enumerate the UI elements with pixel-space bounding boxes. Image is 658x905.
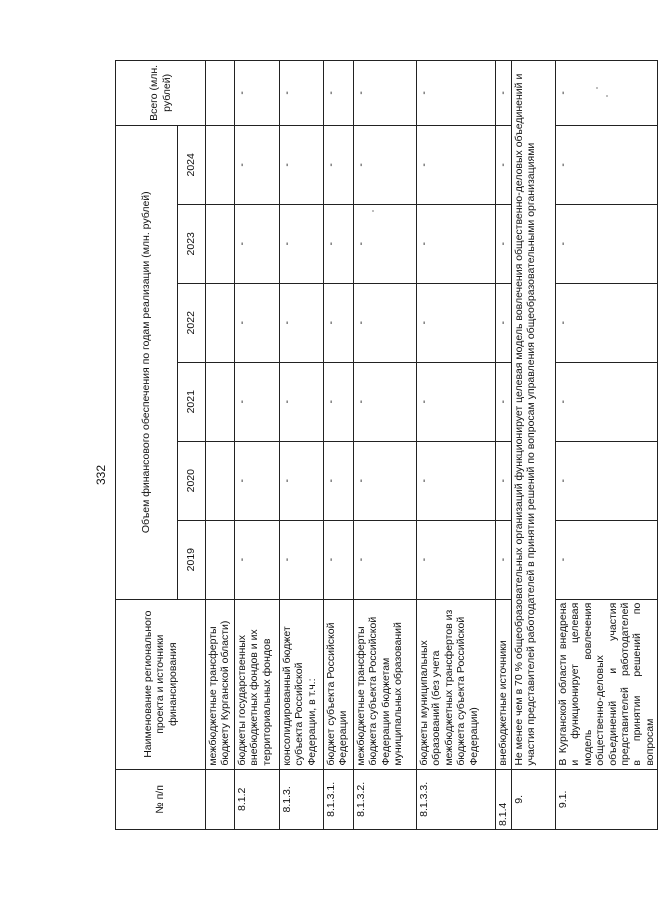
row-value: -	[354, 362, 417, 441]
row-value	[206, 204, 235, 283]
row-value: -	[324, 61, 354, 126]
row-value: -	[354, 61, 417, 126]
row-value: -	[417, 441, 496, 520]
row-value: -	[280, 204, 324, 283]
row-value: -	[496, 204, 512, 283]
row-value: -	[280, 362, 324, 441]
header-year: 2022	[178, 283, 206, 362]
row-value	[206, 520, 235, 599]
header-total: Всего (млн. рублей)	[116, 61, 206, 126]
row-value: -	[280, 61, 324, 126]
row-name: межбюджетные трансферты бюджету Курганской области)	[206, 599, 235, 769]
row-value: -	[280, 520, 324, 599]
header-year: 2020	[178, 441, 206, 520]
page-number	[90, 460, 112, 490]
section-text: Не менее чем в 70 % общеобразовательных организаций функционирует целевая модель вовлечения общественно-деловых объединений и участия представителей работодателей в принятии решений по вопросам управления общеобразовательными организациями	[512, 61, 556, 770]
row-num: 8.1.4	[496, 769, 512, 829]
table-row	[354, 61, 417, 830]
row-value: -	[417, 362, 496, 441]
row-value: -	[235, 204, 280, 283]
row-num: 8.1.3.3.	[417, 769, 496, 829]
row-value: -	[496, 283, 512, 362]
row-value: -	[354, 204, 417, 283]
row-value	[206, 61, 235, 126]
row-value: -	[235, 441, 280, 520]
row-value: -	[556, 61, 658, 126]
row-num: 8.1.3.1.	[324, 769, 354, 829]
row-value: -	[280, 125, 324, 204]
table-row	[235, 61, 280, 830]
header-year: 2024	[178, 125, 206, 204]
row-value: -	[235, 520, 280, 599]
row-value: -	[556, 283, 658, 362]
row-value: -	[354, 283, 417, 362]
row-value: -	[280, 441, 324, 520]
row-value: -	[417, 61, 496, 126]
row-name: В Курганской области внедрена и функционирует целевая модель вовлечения общественно-деловых объединений и участия представителей работодателей в принятии решений по вопросам	[556, 599, 658, 769]
row-name: бюджет субъекта Российской Федерации	[324, 599, 354, 769]
row-value: -	[324, 125, 354, 204]
row-value: -	[235, 61, 280, 126]
row-value	[206, 125, 235, 204]
rotated-page-content	[115, 60, 656, 830]
row-value: -	[556, 441, 658, 520]
row-value: -	[324, 441, 354, 520]
row-value: -	[496, 61, 512, 126]
row-value: -	[496, 441, 512, 520]
row-value: -	[324, 362, 354, 441]
row-value: -	[280, 283, 324, 362]
row-value: -	[354, 520, 417, 599]
row-value: -	[417, 283, 496, 362]
row-value: -	[324, 520, 354, 599]
header-funding: Объем финансового обеспечения по годам реализации (млн. рублей)	[116, 125, 178, 599]
row-value: -	[496, 125, 512, 204]
row-value: -	[556, 125, 658, 204]
row-name: консолидированный бюджет субъекта Российской Федерации, в т.ч.:	[280, 599, 324, 769]
row-name: межбюджетные трансферты бюджета субъекта Российской Федерации бюджетам муниципальных образований	[354, 599, 417, 769]
row-num: 8.1.3.	[280, 769, 324, 829]
row-value	[206, 441, 235, 520]
row-num: 9.1.	[556, 769, 658, 829]
header-num: № п/п	[116, 769, 206, 829]
row-name: внебюджетные источники	[496, 599, 512, 769]
header-year: 2023	[178, 204, 206, 283]
row-value: -	[556, 520, 658, 599]
section-row	[512, 61, 556, 830]
header-year: 2019	[178, 520, 206, 599]
row-value: -	[324, 283, 354, 362]
header-name: Наименование регионального проекта и источники финансирования	[116, 599, 206, 769]
row-value: -	[496, 362, 512, 441]
row-value: -	[417, 125, 496, 204]
row-name: бюджеты муниципальных образований (без учета межбюджетных трансфертов из бюджета субъекта Российской Федерации)	[417, 599, 496, 769]
table-row	[496, 61, 512, 830]
row-num: 8.1.2	[235, 769, 280, 829]
row-value: -	[235, 362, 280, 441]
row-value: -	[496, 520, 512, 599]
row-value: -	[417, 204, 496, 283]
table-row	[280, 61, 324, 830]
table-row	[206, 61, 235, 830]
funding-table	[115, 60, 658, 830]
row-value: -	[235, 125, 280, 204]
header-year: 2021	[178, 362, 206, 441]
row-name: бюджеты государственных внебюджетных фондов и их территориальных фондов	[235, 599, 280, 769]
row-value: -	[556, 204, 658, 283]
row-value: -	[324, 204, 354, 283]
row-num	[206, 769, 235, 829]
table-row	[556, 61, 658, 830]
row-num: 8.1.3.2.	[354, 769, 417, 829]
table-row	[324, 61, 354, 830]
row-value: -	[354, 125, 417, 204]
row-value: -	[556, 362, 658, 441]
table-row	[417, 61, 496, 830]
row-value	[206, 362, 235, 441]
row-value	[206, 283, 235, 362]
section-num: 9.	[512, 769, 556, 829]
row-value: -	[417, 520, 496, 599]
row-value: -	[354, 441, 417, 520]
page-number-text: 332	[94, 464, 108, 486]
row-value: -	[235, 283, 280, 362]
